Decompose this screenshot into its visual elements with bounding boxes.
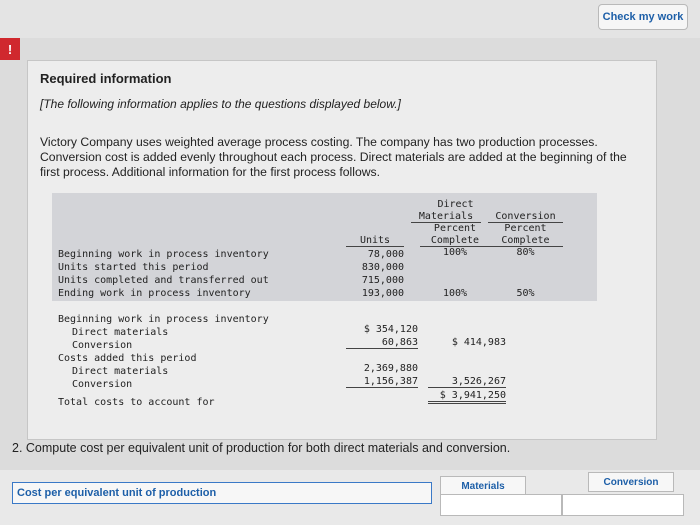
cost-beg-dm-label: Direct materials [72,327,169,338]
dm-header-2: Materials [411,211,481,223]
cost-add-total: 3,526,267 [428,376,506,388]
units-row-units: 830,000 [361,262,404,273]
units-row-label: Ending work in process inventory [58,288,251,299]
conversion-cost-input[interactable] [562,494,684,516]
cost-added-label: Costs added this period [58,353,197,364]
cost-per-eu-label: Cost per equivalent unit of production [12,482,432,504]
cost-add-dm-label: Direct materials [72,366,169,377]
cost-beg-conv-value: 60,863 [346,337,418,349]
top-toolbar [0,0,700,38]
cost-add-conv-value: 1,156,387 [346,376,418,388]
cost-add-dm-value: 2,369,880 [363,363,418,374]
answer-table [0,470,700,525]
problem-description: Victory Company uses weighted average process costing. The company has two production processes. Conversion cost is added evenly throughout each process. Direct materials are added at the beginning of the first process. Additional information for the first process follows. [40,135,627,179]
required-information-card [27,60,657,440]
info-note: [The following information applies to the questions displayed below.] [40,97,401,111]
question-2: 2. Compute cost per equivalent unit of production for both direct materials and conversion. [12,441,511,455]
cost-total-label: Total costs to account for [58,397,215,408]
cost-beg-total: $ 414,983 [451,337,506,348]
units-row-label: Units completed and transferred out [58,275,269,286]
cost-beg-conv-label: Conversion [72,340,133,351]
units-row-units: 78,000 [367,249,404,260]
units-row-dm: 100% [442,288,468,299]
dm-header-3: Percent [433,223,477,234]
conv-header-2: Percent [504,223,547,234]
units-row-label: Beginning work in process inventory [58,249,269,260]
units-row-conv: 50% [516,288,535,299]
cost-beg-dm-value: $ 354,120 [363,324,418,335]
units-row-units: 193,000 [361,288,404,299]
units-row-units: 715,000 [361,275,404,286]
dm-header-1: Direct [437,199,474,210]
cost-total-value: $ 3,941,250 [428,390,506,404]
dm-header-4: Complete [420,235,490,247]
conv-header-1: Conversion [488,211,563,223]
units-row-conv: 80% [516,247,535,258]
check-my-work-button[interactable]: Check my work [598,4,688,30]
units-row-dm: 100% [442,247,468,258]
units-row-label: Units started this period [58,262,209,273]
units-header: Units [346,235,404,247]
alert-icon: ! [0,38,20,60]
conv-header-3: Complete [488,235,563,247]
required-information-title: Required information [40,71,172,86]
cost-beg-wip-label: Beginning work in process inventory [58,314,269,325]
materials-column-header: Materials [440,476,526,496]
conversion-column-header: Conversion [588,472,674,492]
cost-add-conv-label: Conversion [72,379,133,390]
materials-cost-input[interactable] [440,494,562,516]
